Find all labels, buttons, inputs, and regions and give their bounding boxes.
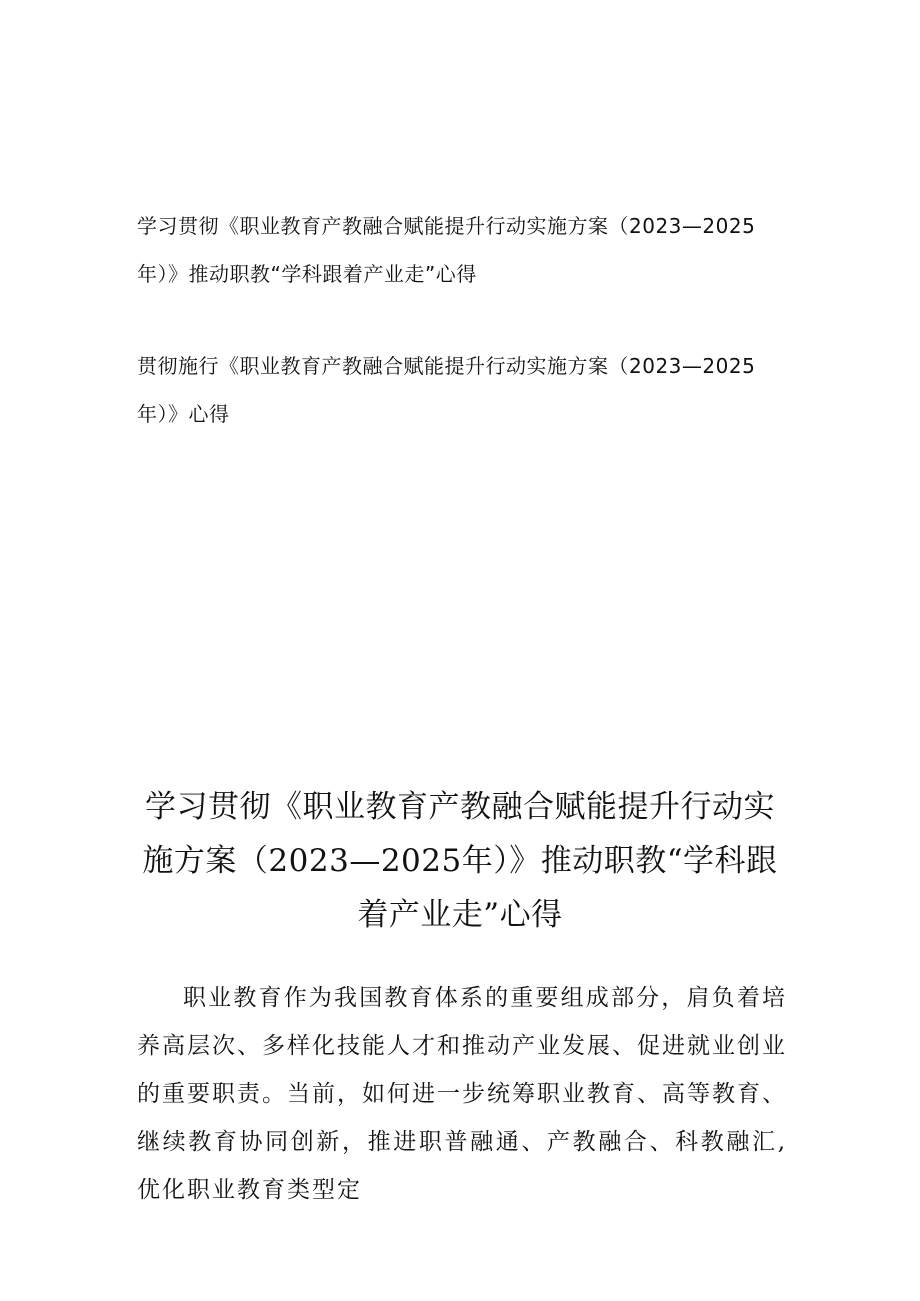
table-of-contents [137,202,787,438]
toc-item-2: 贯彻施行《职业教育产教融合赋能提升行动实施方案（2023—2025年）》心得 [137,354,756,426]
article-paragraph: 职业教育作为我国教育体系的重要组成部分，肩负着培养高层次、多样化技能人才和推动产业发展、促进就业创业的重要职责。当前，如何进一步统筹职业教育、高等教育、继续教育协同创新，推进职普融通、产教融合、科教融汇,优化职业教育类型定 [137,985,787,1203]
toc-item-1: 学习贯彻《职业教育产教融合赋能提升行动实施方案（2023—2025年）》推动职教“学科跟着产业走”心得 [137,214,756,286]
article-title: 学习贯彻《职业教育产教融合赋能提升行动实施方案（2023—2025年）》推动职教“学科跟着产业走”心得 [142,789,778,933]
